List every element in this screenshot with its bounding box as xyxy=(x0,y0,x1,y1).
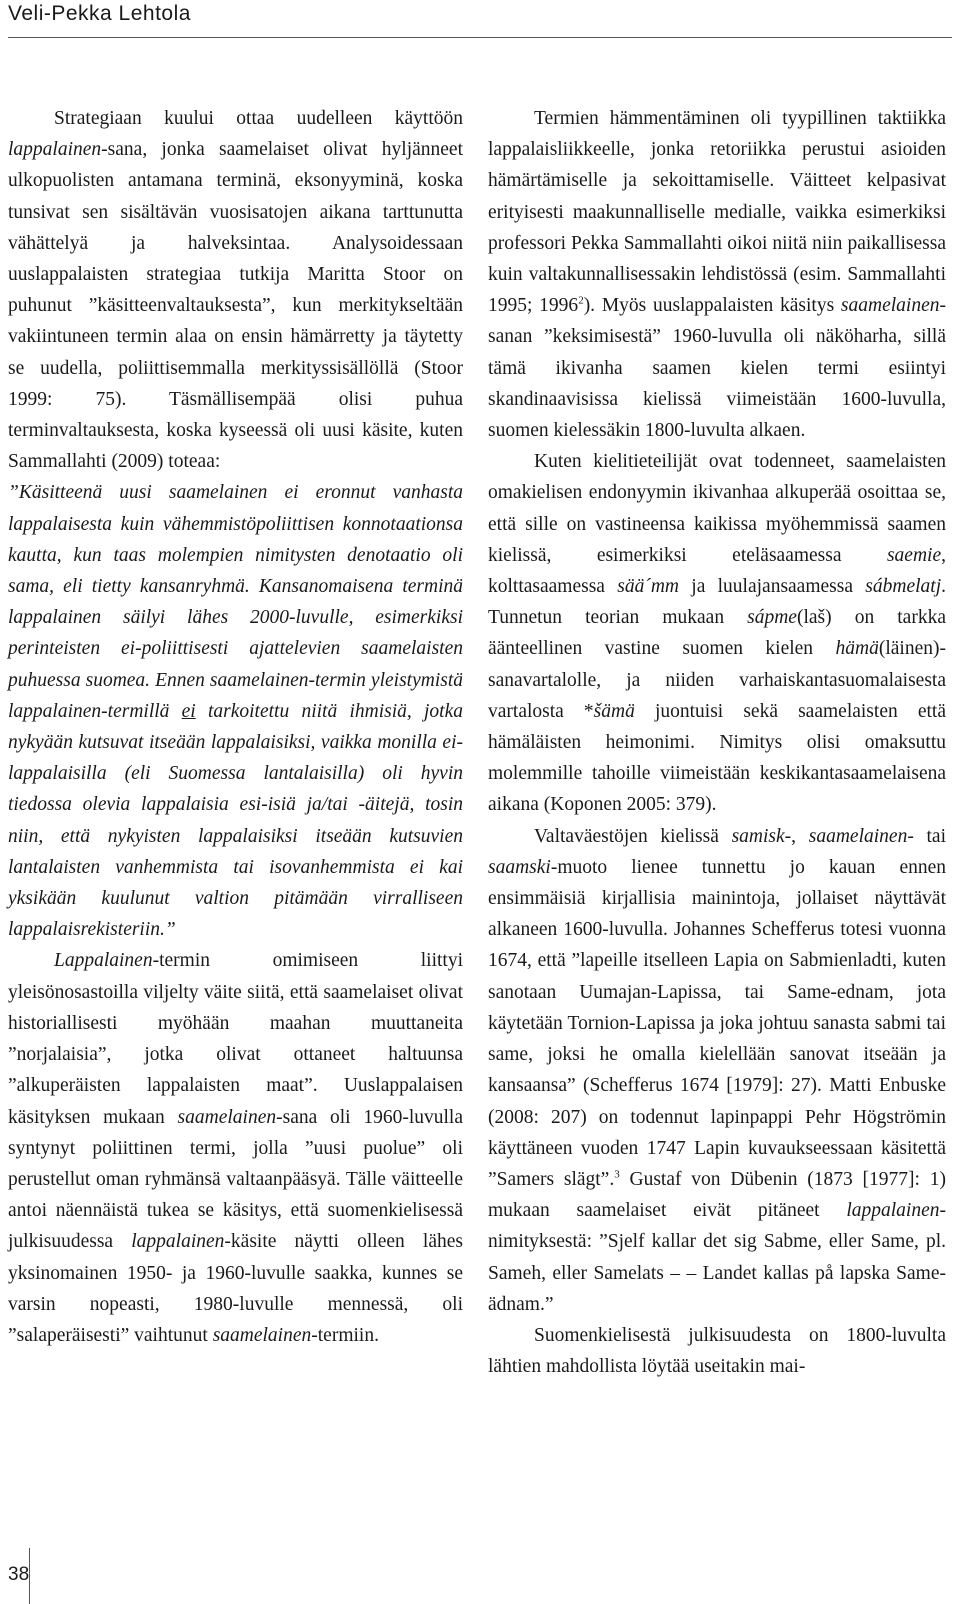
page-number: 38 xyxy=(0,1548,30,1604)
paragraph: Valtaväestöjen kielissä samisk-, saamelainen- tai saamski-muoto lienee tunnettu jo kauan ennen ensimmäisiä kirjallisia mainintoja, jollaiset näyttävät alkaneen 1600-luvulla. Johannes Schefferus totesi vuonna 1674, että ”lapeille itselleen Lapia on Sabmienladti, kuten sanotaan Uumajan-Lapissa, tai Same-ednam, jota käytetään Tornion-Lapissa ja joka johtuu sanasta sabmi tai same, joksi he omalla kielellään sanovat itseään ja kansaansa” (Schefferus 1674 [1979]: 27). Matti Enbuske (2008: 207) on todennut lapinpappi Pehr Högströmin käyttäneen vuoden 1747 Lapin kuvaukseessaan käsitettä ”Samers slägt”.$^3$ Gustaf von Dübenin (1873 [1977]: 1) mukaan saamelaiset eivät pitäneet lappalainen-nimityksestä: ”Sjelf kallar det sig Sabme, eller Same, pl. Sameh, eller Samelats – – Landet kallas på lapska Same-ädnam.” xyxy=(488,825,946,1315)
paragraph: Suomenkielisestä julkisuudesta on 1800-luvulta lähtien mahdollista löytää useitakin mai- xyxy=(488,1324,946,1378)
block-quote: ”Käsitteenä uusi saamelainen ei eronnut vanhasta lappalaisesta kuin vähemmistöpoliittisen konnotaationsa kautta, kun taas molempien nimitysten denotaatio oli sama, eli tietty kansanryhmä. Kansanomaisena terminä lappalainen säilyi lähes 2000-luvulle, esimerkiksi perinteisten ei-poliittisesti ajattelevien saamelaisten puhuessa suomea. Ennen saamelainen-termin yleistymistä lappalainen-termillä ei tarkoitettu niitä ihmisiä, jotka nykyään kutsuvat itseään lappalaisiksi, vaikka monilla ei-lappalaisilla (eli Suomessa lantalaisilla) oli hyvin tiedossa olevia lappalaisia esi-isiä ja/tai -äitejä, tosin niin, että nykyisten lappalaisiksi itseään kutsuvien lantalaisten vanhemmista tai isovanhemmista ei kai yksikään kuulunut valtion pitämään virralliseen lappalaisrekisteriin.” xyxy=(8,482,464,941)
header-rule xyxy=(8,37,952,38)
left-column xyxy=(8,103,463,1351)
paragraph: Termien hämmentäminen oli tyypillinen taktiikka lappalaisliikkeelle, jonka retoriikka perustui asioiden hämärtämiselle ja sekoittamiselle. Väitteet kelpasivat erityisesti maakunnalliselle medialle, vaikka esimerkiksi professori Pekka Sammallahti oikoi niitä niin paikallisessa kuin valtakunnallisessakin lehdistössä (esim. Sammallahti 1995; 1996$^2$). Myös uuslappalaisten käsitys saamelainen-sanan ”keksimisestä” 1960-luvulla oli näköharha, sillä tämä ikivanha saamen kielen termi esiintyi skandinaavisissa kielissä viimeistään 1600-luvulla, suomen kielessäkin 1800-luvulta alkaen. xyxy=(488,108,946,442)
paragraph: Strategiaan kuului ottaa uudelleen käyttöön lappalainen-sana, jonka saamelaiset olivat hyljänneet ulkopuolisten antamana terminä, eksonyyminä, koska tunsivat sen sisältävän vuosisatojen aikana tarttunutta vähättelyä ja halveksintaa. Analysoidessaan uuslappalaisten strategiaa tutkija Maritta Stoor on puhunut ”käsitteenvaltauksesta”, kun merkitykseltään vakiintuneen termin alaa on ensin hämärretty ja täytetty se uudella, poliittisemmalla merkityssisällöllä (Stoor 1999: 75). Täsmällisempää olisi puhua terminvaltauksesta, koska kyseessä oli uusi käsite, kuten Sammallahti (2009) toteaa: xyxy=(8,108,463,473)
running-head-author: Veli-Pekka Lehtola xyxy=(8,2,191,25)
right-column xyxy=(488,103,946,1382)
footnote-ref: 2 xyxy=(578,294,584,307)
footnote-ref: 3 xyxy=(614,1168,620,1181)
paragraph: Kuten kielitieteilijät ovat todenneet, saamelaisten omakielisen endonyymin ikivanhaa alkuperää osoittaa se, että sille on vastineensa kaikissa myöhemmissä saamen kielissä, esimerkiksi eteläsaamessa saemie, kolttasaamessa sää´mm ja luulajansaamessa sábmelatj. Tunnetun teorian mukaan sápme(laš) on tarkka äänteellinen vastine suomen kielen hämä(läinen)-sanavartalolle, ja niiden varhaiskantasuomalaisesta vartalosta *šämä juontuisi sekä saamelaisten että hämäläisten heimonimi. Nimitys olisi omaksuttu molemmille tahoille viimeistään keskikantasaamelaisena aikana (Koponen 2005: 379). xyxy=(488,451,946,816)
paragraph: Lappalainen-termin omimiseen liittyi yleisönosastoilla viljelty väite siitä, että saamelaiset olivat historiallisesti myöhään maahan muuttaneita ”norjalaisia”, jotka olivat ottaneet haltuunsa ”alkuperäisten lappalaisten maat”. Uuslappalaisen käsityksen mukaan saamelainen-sana oli 1960-luvulla syntynyt poliittinen termi, jolla ”uusi puolue” oli perustellut oman ryhmänsä valtaanpääsyä. Tälle väitteelle antoi näennäistä tukea se käsitys, että suomenkielisessä julkisuudessa lappalainen-käsite näytti olleen lähes yksinomainen 1950- ja 1960-luvulle saakka, kunnes se varsin nopeasti, 1980-luvulle mennessä, oli ”salaperäisesti” vaihtunut saamelainen-termiin. xyxy=(8,950,463,1346)
